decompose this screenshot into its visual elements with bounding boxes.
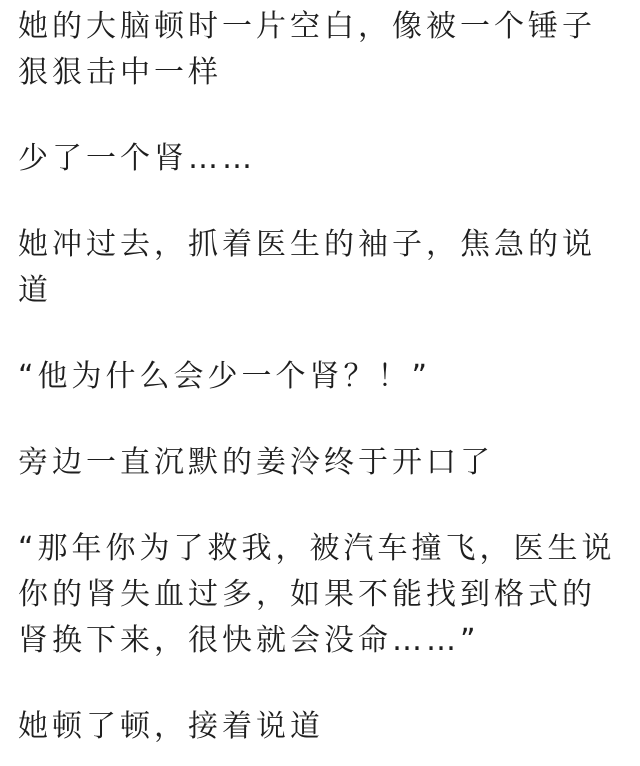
paragraph-5: 旁边一直沉默的姜泠终于开口了 <box>18 445 494 480</box>
paragraph-1: 她的大脑顿时一片空白，像被一个锤子狠狠击中一样 <box>18 9 596 90</box>
paragraph-7: 她顿了顿，接着说道 <box>18 709 324 744</box>
paragraph-6: “那年你为了救我，被汽车撞飞，医生说你的肾失血过多，如果不能找到格式的肾换下来，很快就会没命……” <box>18 531 616 658</box>
paragraph-3: 她冲过去，抓着医生的袖子，焦急的说道 <box>18 227 596 308</box>
paragraph-2: 少了一个肾…… <box>18 141 256 176</box>
paragraph-4: “他为什么会少一个肾？！” <box>18 359 432 394</box>
